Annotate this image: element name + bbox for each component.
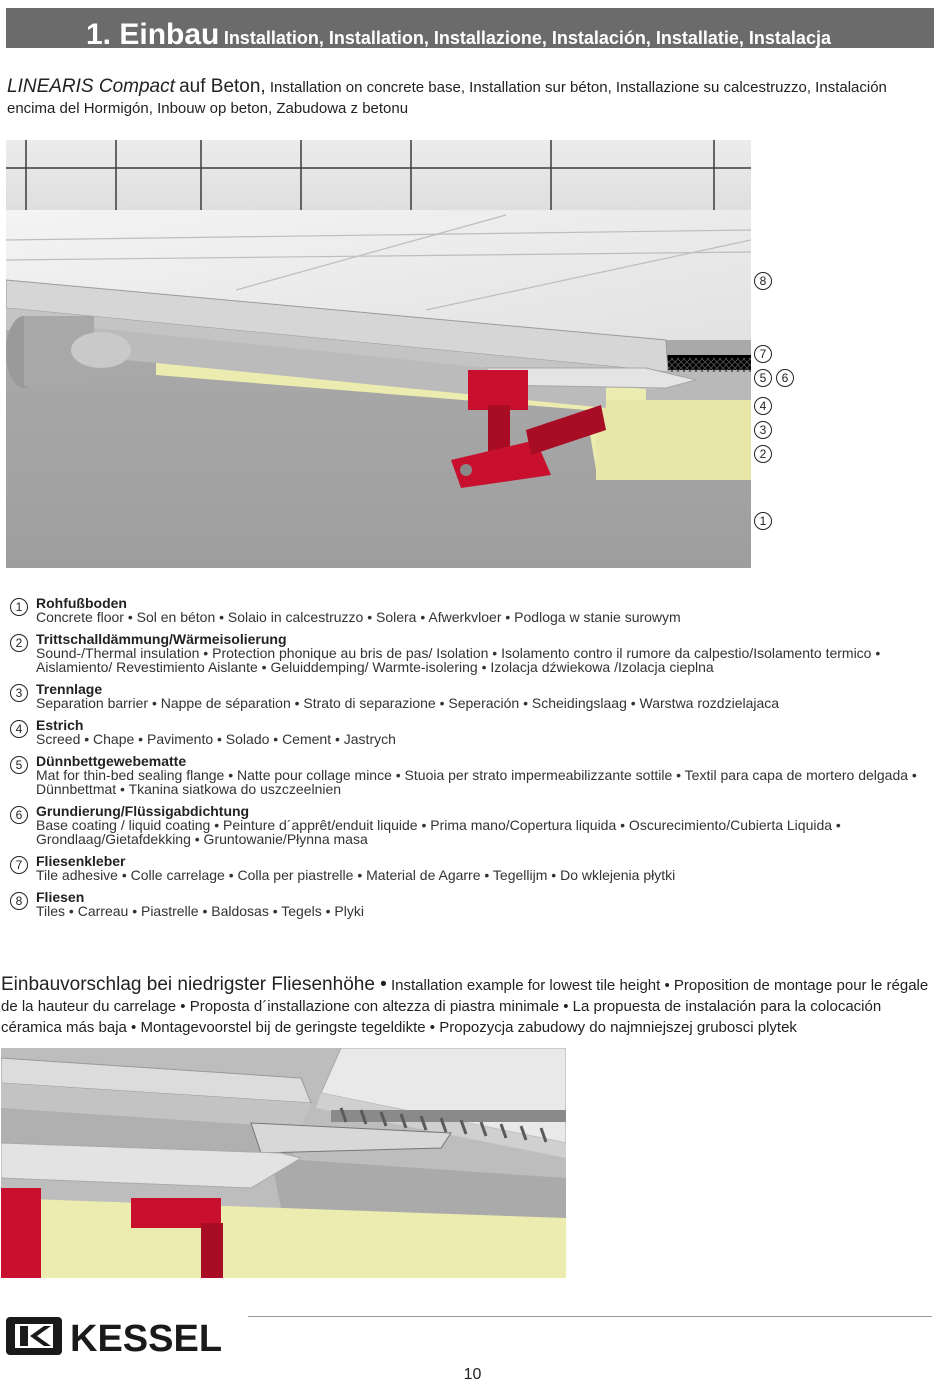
example-title: Einbauvorschlag bei niedrigster Fliesenhöhe • xyxy=(1,974,387,995)
legend-text: Concrete floor • Sol en béton • Solaio in calcestruzzo • Solera • Afwerkvloer • Podloga w stanie surowym xyxy=(36,609,681,625)
legend-text: Separation barrier • Nappe de séparation • Strato di separazione • Seperación • Scheidingslaag • Warstwa rozdzielajaca xyxy=(36,695,780,711)
legend-title: Fliesenkleber xyxy=(36,853,126,869)
low-tile-illustration xyxy=(1,1048,566,1278)
diagram-callout-3: 3 xyxy=(754,421,772,439)
diagram-callout-8: 8 xyxy=(754,272,772,290)
legend-item xyxy=(10,854,930,882)
legend-item xyxy=(10,890,930,918)
legend-title: Grundierung/Flüssigabdichtung xyxy=(36,803,250,819)
logo-text: KESSEL xyxy=(70,1318,223,1357)
subtitle-main: auf Beton, xyxy=(179,76,266,97)
legend-number: 2 xyxy=(10,634,28,652)
diagram-callout-5: 5 xyxy=(754,369,772,387)
legend-text: Screed • Chape • Pavimento • Solado • Cement • Jastrych xyxy=(36,731,396,747)
kessel-logo-mark xyxy=(6,1315,231,1357)
installation-subtitle xyxy=(7,76,907,119)
section-header-bar xyxy=(6,8,934,51)
legend-number: 5 xyxy=(10,756,28,774)
legend-item xyxy=(10,632,930,674)
page-number: 10 xyxy=(463,1366,482,1383)
legend-item xyxy=(10,804,930,846)
legend-title: Trittschalldämmung/Wärmeisolierung xyxy=(36,631,287,647)
diagram-callout-2: 2 xyxy=(754,445,772,463)
legend-text: Tile adhesive • Colle carrelage • Colla per piastrelle • Material de Agarre • Tegellijm • Do wklejenia płytki xyxy=(36,867,676,883)
section-number-title: 1. Einbau xyxy=(86,18,220,51)
layer-legend xyxy=(10,596,930,926)
legend-number: 4 xyxy=(10,720,28,738)
legend-text: Base coating / liquid coating • Peinture d´apprêt/enduit liquide • Prima mano/Copertura liquida • Oscurecimiento/Cubierta Liquida • Grondlaag/Gietafdekking • Gruntowanie/Płynna masa xyxy=(36,817,841,847)
diagram-callout-6: 6 xyxy=(776,369,794,387)
legend-title: Fliesen xyxy=(36,889,85,905)
diagram-callout-4: 4 xyxy=(754,397,772,415)
legend-number: 8 xyxy=(10,892,28,910)
legend-title: Dünnbettgewebematte xyxy=(36,753,187,769)
low-tile-render xyxy=(1,1048,566,1278)
installation-render xyxy=(6,140,751,568)
subtitle-translations: Installation on concrete base, Installation sur béton, Installazione su calcestruzzo, Instalación encima del Hormigón, Inbouw op beton, Zabudowa z betonu xyxy=(7,79,887,117)
legend-number: 3 xyxy=(10,684,28,702)
legend-title: Rohfußboden xyxy=(36,595,127,611)
legend-item xyxy=(10,596,930,624)
installation-illustration xyxy=(6,140,751,568)
legend-item xyxy=(10,682,930,710)
legend-text: Tiles • Carreau • Piastrelle • Baldosas • Tegels • Plyki xyxy=(36,903,364,919)
legend-item xyxy=(10,718,930,746)
legend-number: 1 xyxy=(10,598,28,616)
legend-number: 7 xyxy=(10,856,28,874)
legend-item xyxy=(10,754,930,796)
legend-title: Trennlage xyxy=(36,681,103,697)
diagram-callout-1: 1 xyxy=(754,512,772,530)
installation-example-text xyxy=(1,974,931,1038)
example-translations: Installation example for lowest tile height • Proposition de montage pour le régale de la hauteur du carrelage • Proposta d´installazione con altezza di piastra minimale • La propuesta de instalación para la colocación céramica más baja • Montagevoorstel bij de geringste tegeldikte • Propozycja zabudowy do najmniejszej grubosci plytek xyxy=(1,977,929,1036)
legend-title: Estrich xyxy=(36,717,84,733)
legend-number: 6 xyxy=(10,806,28,824)
section-title xyxy=(86,18,831,52)
product-name: LINEARIS Compact xyxy=(7,76,175,97)
kessel-logo xyxy=(6,1315,231,1357)
section-title-translations: Installation, Installation, Installazione, Instalación, Installatie, Instalacja xyxy=(223,28,831,48)
legend-text: Sound-/Thermal insulation • Protection phonique au bris de pas/ Isolation • Isolamento contro il rumore da calpestio/Isolamento termico • Aislamiento/ Revestimiento Aislante • Geluiddemping/ Warmte-isolering • Izolacja dźwiekowa /Izolacja cieplna xyxy=(36,645,881,675)
diagram-callout-7: 7 xyxy=(754,345,772,363)
footer-divider xyxy=(248,1316,932,1317)
legend-text: Mat for thin-bed sealing flange • Natte pour collage mince • Stuoia per strato impermeabilizzante sottile • Textil para capa de mortero delgada • Dünnbettmat • Tkanina siatkowa do uszczeelnien xyxy=(36,767,917,797)
